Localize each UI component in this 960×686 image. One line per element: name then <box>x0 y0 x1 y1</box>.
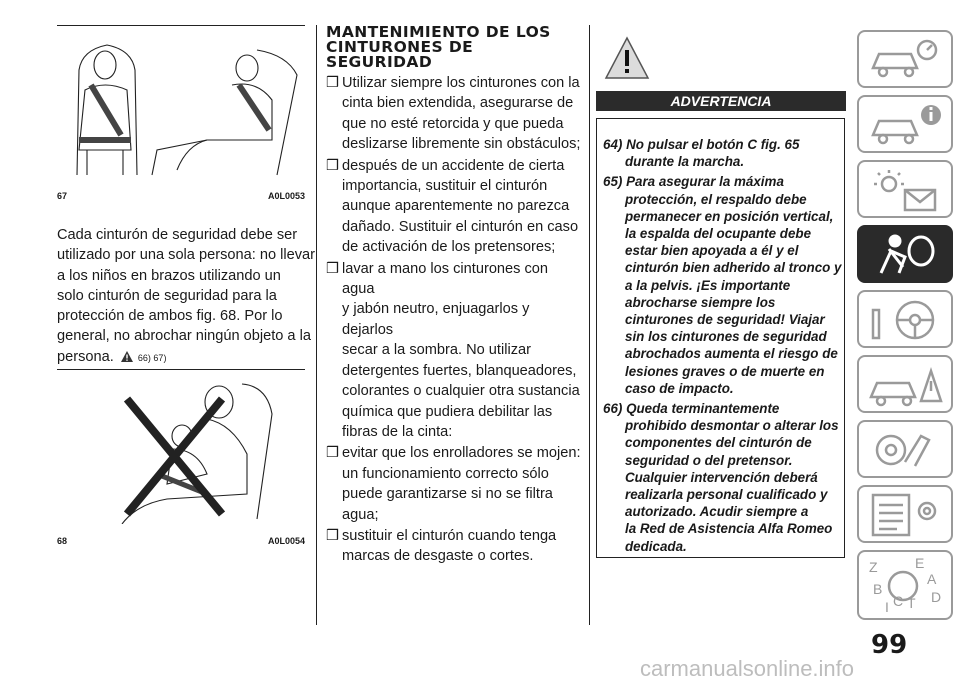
list-item <box>326 443 584 525</box>
checkbox-bullet-icon: ❒ <box>326 527 340 544</box>
chapter-tab-driving[interactable] <box>857 290 953 348</box>
warning-line: 66) Queda terminantemente <box>603 401 780 417</box>
list-item-line: cinta bien extendida, asegurarse de <box>342 95 574 112</box>
warning-line: autorizado. Acudir siempre a <box>625 504 809 520</box>
list-item-line: importancia, sustituir el cinturón <box>342 178 548 195</box>
chapter-tab-dashboard[interactable] <box>857 30 953 88</box>
warning-line: realizarla personal cualificado y <box>625 487 828 503</box>
left-paragraph-line: protección de ambos fig. 68. Por lo <box>57 308 283 325</box>
warning-line: abrochados aumenta el riesgo de <box>625 346 838 362</box>
list-item-line: dañado. Sustituir el cinturón en caso <box>342 218 579 235</box>
list-item-line: Utilizar siempre los cinturones con la <box>342 75 580 91</box>
warning-item <box>603 173 843 397</box>
column-divider <box>589 25 590 625</box>
list-item-line: un funcionamiento correcto sólo <box>342 465 549 482</box>
warning-item <box>603 136 843 170</box>
chapter-tab-technical-data[interactable] <box>857 485 953 543</box>
list-item <box>326 259 584 443</box>
list-item-line: marcas de desgaste o cortes. <box>342 548 534 565</box>
warning-line: Cualquier intervención deberá <box>625 469 818 485</box>
list-item-line: agua; <box>342 506 379 523</box>
checkbox-bullet-icon: ❒ <box>326 260 340 277</box>
left-paragraph-line: a los niños en brazos utilizando un <box>57 267 281 284</box>
warning-line: seguridad o del pretensor. <box>625 452 793 468</box>
left-paragraph-line-last <box>57 347 319 368</box>
chapter-tab-maintenance[interactable] <box>857 420 953 478</box>
warning-line: sin los cinturones de seguridad <box>625 329 827 345</box>
chapter-tab-emergency[interactable] <box>857 355 953 413</box>
left-paragraph-line: solo cinturón de seguridad para la <box>57 287 277 304</box>
list-item <box>326 73 584 155</box>
warning-title: ADVERTENCIA <box>596 91 846 111</box>
warning-line: cinturones de seguridad! Viajar <box>625 312 825 328</box>
warning-line: 65) Para asegurar la máxima <box>603 174 784 190</box>
list-item <box>326 526 584 567</box>
list-item-line: de activación de los pretensores; <box>342 239 556 256</box>
warning-triangle-icon <box>120 350 134 363</box>
list-item <box>326 156 584 258</box>
chapter-tab-index[interactable] <box>857 550 953 620</box>
maintenance-bullet-list <box>326 73 584 568</box>
chapter-tab-warning-lights[interactable] <box>857 160 953 218</box>
list-item-line: que no esté retorcida y que pueda <box>342 115 564 132</box>
chapter-tab-safety[interactable] <box>857 225 953 283</box>
section-heading-line: CINTURONES DE <box>326 38 474 56</box>
chapter-tab-info[interactable] <box>857 95 953 153</box>
warning-line: componentes del cinturón de <box>625 435 812 451</box>
list-item-line: secar a la sombra. No utilizar <box>342 342 531 359</box>
index-letter: Z <box>869 559 878 575</box>
figure-top-rule <box>57 25 305 26</box>
figure-67-seatbelt-illustration <box>57 30 305 180</box>
warning-line: prohibido desmontar o alterar los <box>625 418 839 434</box>
car-info-icon <box>859 97 951 151</box>
left-paragraph-line: persona. <box>57 348 114 365</box>
figure-68-number: 68 <box>57 536 68 546</box>
left-paragraph-line: Cada cinturón de seguridad debe ser <box>57 227 298 243</box>
section-heading-line: SEGURIDAD <box>326 53 433 71</box>
warning-lights-icon <box>859 162 951 216</box>
checkbox-bullet-icon: ❒ <box>326 75 340 91</box>
warning-line: estar bien apoyada a él y el <box>625 243 799 259</box>
warning-line: 64) No pulsar el botón C fig. 65 <box>603 137 800 152</box>
car-dashboard-icon <box>859 32 951 86</box>
list-item-line: colorantes o cualquier otra sustancia <box>342 383 580 400</box>
warning-item <box>603 400 843 555</box>
list-item-line: después de un accidente de cierta <box>342 157 565 174</box>
warning-text <box>603 136 843 558</box>
seatbelt-airbag-icon <box>859 227 951 281</box>
figure-68-code: A0L0054 <box>267 536 305 546</box>
warning-line: caso de impacto. <box>625 380 734 396</box>
page-number: 99 <box>871 630 908 660</box>
list-item-line: química que pudiera debilitar las <box>342 403 553 420</box>
list-item-line: fibras de la cinta: <box>342 423 453 440</box>
index-letter: T <box>907 595 916 611</box>
alphabetical-index-icon <box>859 552 951 618</box>
warning-line: la espalda del ocupante debe <box>625 226 812 242</box>
list-item-line: evitar que los enrolladores se mojen: <box>342 445 581 462</box>
technical-data-icon <box>859 487 951 541</box>
figure-68-caption <box>57 536 305 546</box>
warning-line: dedicada. <box>625 538 687 554</box>
warning-line: lesiones graves o de muerte en <box>625 363 825 379</box>
list-item-line: sustituir el cinturón cuando tenga <box>342 527 557 544</box>
list-item-line: lavar a mano los cinturones con agua <box>342 260 549 298</box>
driving-steering-icon <box>859 292 951 346</box>
column-divider <box>316 25 317 625</box>
index-letter: A <box>927 571 937 587</box>
warning-line: protección, el respaldo debe <box>625 191 807 207</box>
list-item-line: aunque aparentemente no parezca <box>342 198 570 215</box>
warning-line: la Red de Asistencia Alfa Romeo <box>625 521 833 537</box>
warning-line: durante la marcha. <box>625 154 745 170</box>
index-letter: I <box>885 599 889 615</box>
section-heading-line: MANTENIMIENTO DE LOS <box>326 23 551 41</box>
index-letter: E <box>915 555 925 571</box>
left-paragraph-line: utilizado por una sola persona: no llevar <box>57 247 315 264</box>
list-item-line: y jabón neutro, enjuagarlos y dejarlos <box>342 301 530 338</box>
list-item-line: puede garantizarse si no se filtra <box>342 486 553 503</box>
figure-67-number: 67 <box>57 191 68 201</box>
section-heading <box>326 25 586 70</box>
note-references: 66) 67) <box>137 352 167 363</box>
index-letter: D <box>931 589 942 605</box>
footer-watermark: carmanualsonline.info <box>640 656 855 681</box>
figure-top-rule <box>57 369 305 370</box>
figure-68-forbidden-child-on-lap-illustration <box>57 374 305 524</box>
warning-line: abrocharse siempre los <box>625 294 776 310</box>
maintenance-icon <box>859 422 951 476</box>
left-paragraph-line: general, no abrochar ningún objeto a la <box>57 328 311 345</box>
figure-67-code: A0L0053 <box>267 191 305 201</box>
list-item-line: deslizarse libremente sin obstáculos; <box>342 136 581 153</box>
left-paragraph <box>57 225 319 368</box>
warning-line: a la pelvis. ¡Es importante <box>625 277 791 293</box>
list-item-line: detergentes fuertes, blanqueadores, <box>342 362 577 379</box>
figure-67-caption <box>57 191 305 201</box>
emergency-car-icon <box>859 357 951 411</box>
warning-triangle-icon <box>604 36 650 80</box>
warning-line: cinturón bien adherido al tronco y <box>625 260 842 276</box>
index-letter: C <box>893 593 904 609</box>
checkbox-bullet-icon: ❒ <box>326 445 340 462</box>
index-letter: B <box>873 581 883 597</box>
checkbox-bullet-icon: ❒ <box>326 157 340 174</box>
warning-line: permanecer en posición vertical, <box>625 208 834 224</box>
